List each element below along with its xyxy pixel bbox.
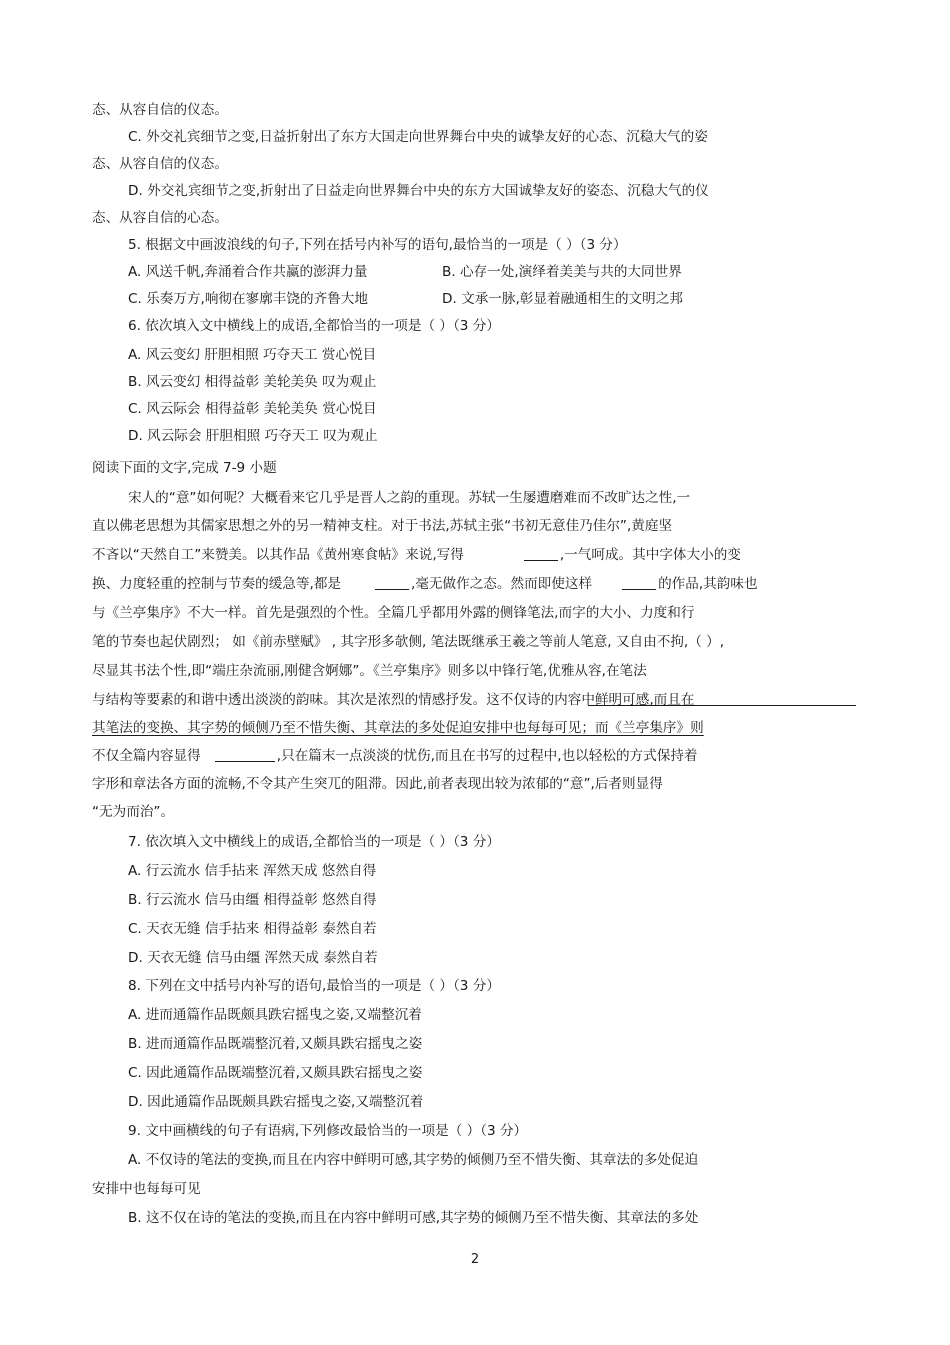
passage-line — [92, 574, 758, 594]
section-heading: 阅读下面的文字,完成 7-9 小题 — [92, 460, 277, 476]
q7-option-d: D. 天衣无缝 信马由缰 浑然天成 泰然自若 — [128, 950, 378, 966]
passage-segment: 的作品,其韵味也 — [658, 576, 758, 592]
fill-blank-2 — [375, 575, 409, 590]
q7-option-b: B. 行云流水 信马由缰 相得益彰 悠然自得 — [128, 892, 377, 908]
q7-option-a: A. 行云流水 信手拈来 浑然天成 悠然自得 — [128, 863, 377, 879]
q5-option-a: A. 风送千帆,奔涌着合作共赢的澎湃力量 — [128, 264, 368, 280]
q6-option-d: D. 风云际会 肝胆相照 巧夺天工 叹为观止 — [128, 428, 378, 444]
question-6: 6. 依次填入文中横线上的成语,全都恰当的一项是（ ）（3 分） — [128, 318, 500, 334]
q8-option-c: C. 因此通篇作品既端整沉着,又颇具跌宕摇曳之姿 — [128, 1065, 423, 1081]
q9-option-b: B. 这不仅在诗的笔法的变换,而且在内容中鲜明可感,其字势的倾侧乃至不惜失衡、其章法的多处 — [128, 1210, 699, 1226]
page-number: 2 — [470, 1252, 480, 1267]
passage-line — [92, 746, 698, 766]
passage-line: 直以佛老思想为其儒家思想之外的另一精神支柱。对于书法,苏轼主张“书初无意佳乃佳尔”,黄庭坚 — [92, 518, 673, 534]
underline-rule — [588, 705, 856, 706]
passage-segment: 不吝以“天然自工”来赞美。以其作品《黄州寒食帖》来说,写得 — [92, 547, 464, 563]
option-c-line: C. 外交礼宾细节之变,日益折射出了东方大国走向世界舞台中央的诚挚友好的心态、沉稳大气的姿 — [128, 129, 708, 145]
q8-option-a: A. 进而通篇作品既颇具跌宕摇曳之姿,又端整沉着 — [128, 1007, 422, 1023]
passage-segment: ,一气呵成。其中字体大小的变 — [559, 547, 741, 563]
text-line: 态、从容自信的心态。 — [92, 210, 228, 226]
question-8: 8. 下列在文中括号内补写的语句,最恰当的一项是（ ）（3 分） — [128, 978, 500, 994]
fill-blank-1 — [524, 546, 558, 561]
passage-segment: 换、力度轻重的控制与节奏的缓急等,都是 — [92, 576, 342, 592]
passage-line: 宋人的“意”如何呢？大概看来它几乎是晋人之韵的重现。苏轼一生屡遭磨难而不改旷达之性,一 — [128, 490, 691, 506]
passage-line: “无为而治”。 — [92, 804, 175, 820]
q8-option-d: D. 因此通篇作品既颇具跌宕摇曳之姿,又端整沉着 — [128, 1094, 424, 1110]
passage-line — [92, 545, 741, 565]
question-5: 5. 根据文中画波浪线的句子,下列在括号内补写的语句,最恰当的一项是（ ）（3 分） — [128, 237, 627, 253]
fill-blank-4 — [215, 747, 275, 762]
question-7: 7. 依次填入文中横线上的成语,全都恰当的一项是（ ）（3 分） — [128, 834, 500, 850]
passage-line: 与结构等要素的和谐中透出淡淡的韵味。其次是浓烈的情感抒发。这不仅诗的内容中鲜明可感,而且在 — [92, 692, 695, 708]
text-line: 态、从容自信的仪态。 — [92, 156, 228, 172]
option-d-line: D. 外交礼宾细节之变,折射出了日益走向世界舞台中央的东方大国诚挚友好的姿态、沉稳大气的仪 — [128, 183, 709, 199]
fill-blank-3 — [622, 575, 656, 590]
passage-segment: ,只在篇末一点淡淡的忧伤,而且在书写的过程中,也以轻松的方式保持着 — [276, 748, 698, 764]
text-line: 态、从容自信的仪态。 — [92, 102, 228, 118]
passage-line: 笔的节奏也起伏剧烈； 如《前赤壁赋》 , 其字形多欹侧, 笔法既继承王羲之等前人笔意, 又自由不拘,（ ）, — [92, 634, 725, 650]
q6-option-b: B. 风云变幻 相得益彰 美轮美奂 叹为观止 — [128, 374, 377, 390]
q6-option-a: A. 风云变幻 肝胆相照 巧夺天工 赏心悦目 — [128, 347, 377, 363]
passage-line: 字形和章法各方面的流畅,不令其产生突兀的阻滞。因此,前者表现出较为浓郁的“意”,后者则显得 — [92, 776, 663, 792]
q9-option-a: A. 不仅诗的笔法的变换,而且在内容中鲜明可感,其字势的倾侧乃至不惜失衡、其章法的多处促迫 — [128, 1152, 699, 1168]
q7-option-c: C. 天衣无缝 信手拈来 相得益彰 泰然自若 — [128, 921, 377, 937]
underlined-sentence: 其笔法的变换、其字势的倾侧乃至不惜失衡、其章法的多处促迫安排中也每每可见；而《兰亭集序》则 — [92, 720, 704, 736]
q8-option-b: B. 进而通篇作品既端整沉着,又颇具跌宕摇曳之姿 — [128, 1036, 423, 1052]
question-9: 9. 文中画横线的句子有语病,下列修改最恰当的一项是（ ）（3 分） — [128, 1123, 528, 1139]
q5-option-d: D. 文承一脉,彰显着融通相生的文明之邦 — [442, 291, 683, 307]
q5-option-b: B. 心存一处,演绎着美美与共的大同世界 — [442, 264, 682, 280]
text-line: 安排中也每每可见 — [92, 1181, 201, 1197]
q6-option-c: C. 风云际会 相得益彰 美轮美奂 赏心悦目 — [128, 401, 377, 417]
passage-line: 与《兰亭集序》不大一样。首先是强烈的个性。全篇几乎都用外露的侧锋笔法,而字的大小、力度和行 — [92, 605, 695, 621]
passage-segment: ,毫无做作之态。然而即使这样 — [411, 576, 593, 592]
q5-option-c: C. 乐奏万方,响彻在寥廓丰饶的齐鲁大地 — [128, 291, 368, 307]
passage-segment: 不仅全篇内容显得 — [92, 748, 201, 764]
passage-line: 尽显其书法个性,即“端庄杂流丽,刚健含婀娜”。《兰亭集序》则多以中锋行笔,优雅从容,在笔法 — [92, 663, 647, 679]
